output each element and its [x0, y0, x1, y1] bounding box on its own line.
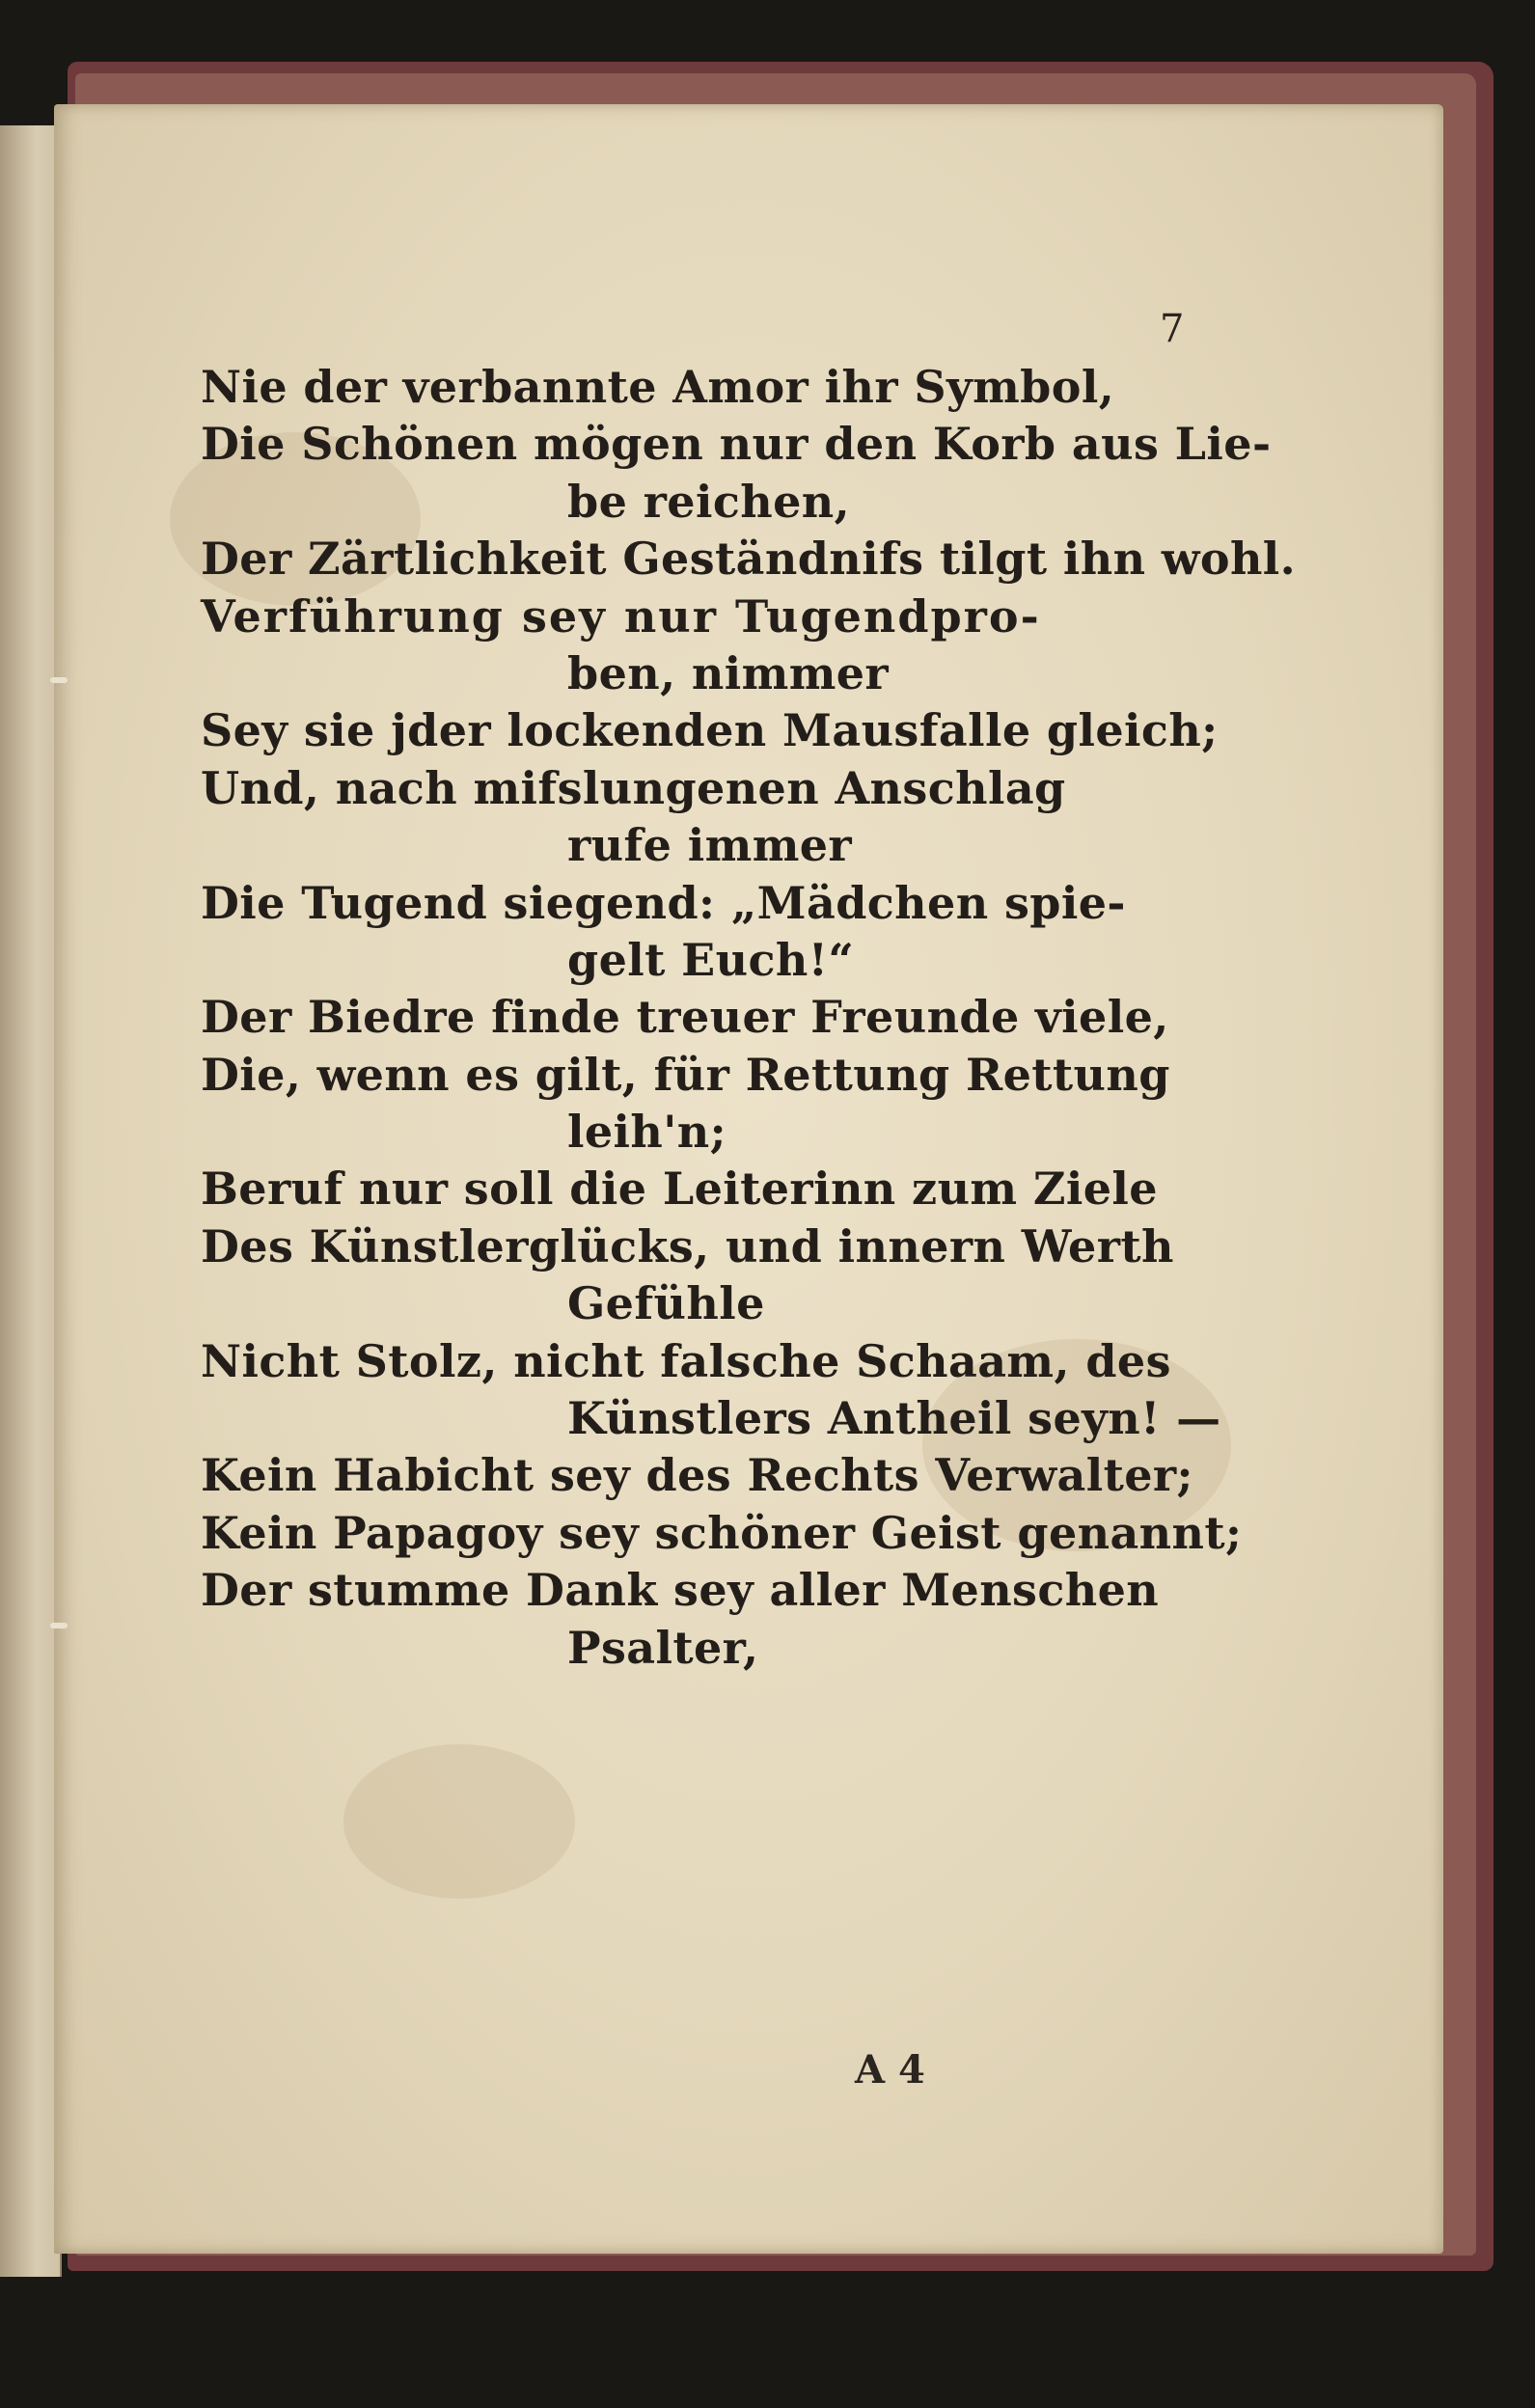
text-line: Verführung sey nur Tugendpro-	[201, 589, 1041, 643]
text-line: rufe immer	[567, 819, 853, 872]
text-line: Nicht Stolz, nicht falsche Schaam, des	[201, 1334, 1171, 1387]
text-line: Beruf nur soll die Leiterinn zum Ziele	[201, 1163, 1158, 1216]
poem-text	[201, 359, 1297, 1677]
binding-stitch	[50, 677, 68, 683]
text-line: Kein Papagoy sey schöner Geist genannt;	[201, 1506, 1243, 1559]
text-line: be reichen,	[567, 475, 851, 528]
text-line: Die, wenn es gilt, für Rettung Rettung	[201, 1048, 1170, 1101]
page-number: 7	[1160, 307, 1185, 351]
paper-stain	[343, 1744, 575, 1899]
text-line: Und, nach mifslungenen Anschlag	[201, 761, 1066, 814]
text-line: Die Schönen mögen nur den Korb aus Lie-	[201, 418, 1272, 471]
signature-mark: A 4	[855, 2047, 925, 2093]
text-line: Nie der verbannte Amor ihr Symbol,	[201, 361, 1115, 413]
text-line: Psalter,	[567, 1621, 759, 1674]
text-line: Der Biedre finde treuer Freunde viele,	[201, 991, 1169, 1044]
text-line: Die Tugend siegend: „Mädchen spie-	[201, 876, 1126, 929]
text-line: Gefühle	[567, 1277, 765, 1330]
text-line: leih'n;	[567, 1106, 726, 1159]
binding-stitch	[50, 1623, 68, 1628]
text-line: Kein Habicht sey des Rechts Verwalter;	[201, 1449, 1193, 1502]
left-page-edge	[0, 125, 62, 2277]
text-line: ben, nimmer	[567, 646, 890, 699]
text-line: Sey sie jder lockenden Mausfalle gleich;	[201, 704, 1219, 757]
text-line: gelt Euch!“	[567, 933, 855, 986]
text-line: Des Künstlerglücks, und innern Werth	[201, 1219, 1174, 1272]
text-line: Der stumme Dank sey aller Menschen	[201, 1564, 1160, 1617]
text-line: Der Zärtlichkeit Geständnifs tilgt ihn wohl.	[201, 533, 1297, 586]
text-line: Künstlers Antheil seyn! —	[567, 1392, 1221, 1445]
